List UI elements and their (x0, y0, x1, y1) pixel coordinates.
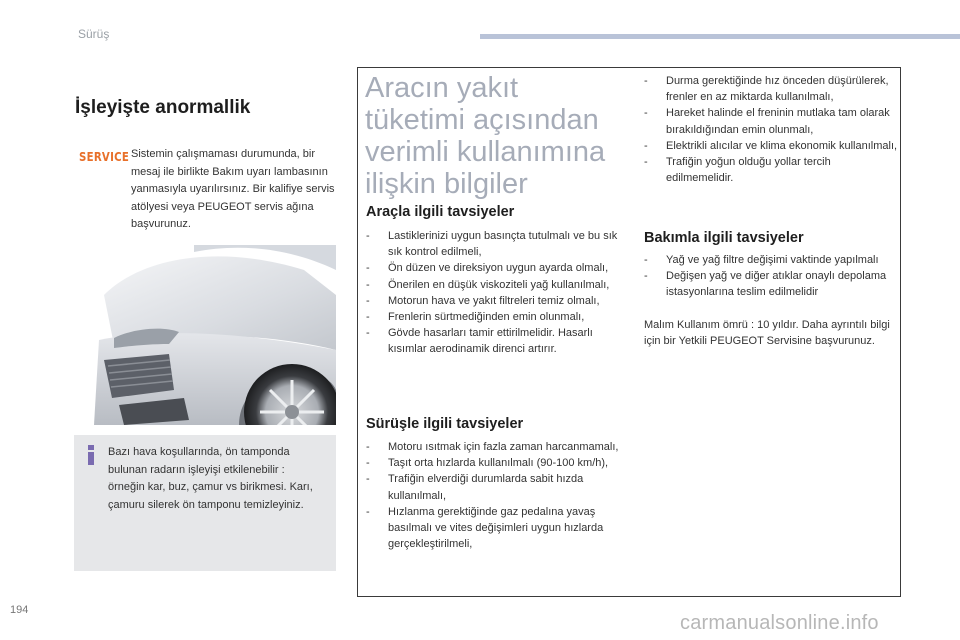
section-header: Sürüş (78, 27, 110, 41)
service-warning-icon: SERVICE (79, 150, 130, 164)
page-number: 194 (10, 604, 29, 616)
car-front-icon (74, 240, 336, 425)
list-item: - Gövde hasarları tamir ettirilmelidir. Hasarlı kısımlar aerodinamik direnci artırır. (366, 325, 631, 357)
list-item: - Yağ ve yağ filtre değişimi vaktinde yapılmalı (644, 252, 899, 268)
watermark: carmanualsonline.info (680, 612, 879, 634)
list-item: - Lastiklerinizi uygun basınçta tutulmalı ve bu sık sık kontrol edilmeli, (366, 228, 631, 260)
header-bar (480, 34, 960, 39)
list-item: - Hareket halinde el freninin mutlaka tam olarak bırakıldığından emin olunmalı, (644, 105, 899, 137)
list-item: - Taşıt orta hızlarda kullanılmalı (90-100 km/h), (366, 455, 631, 471)
info-note-text: Bazı hava koşullarında, ön tamponda bulunan radarın işleyişi etkilenebilir : örneğin kar, buz, çamur vs birikmesi. Karı, çamuru silerek ön tamponu temizleyiniz. (108, 446, 313, 511)
list-item: - Trafiğin elverdiği durumlarda sabit hızda kullanılmalı, (366, 471, 631, 503)
vehicle-advice-heading: Araçla ilgili tavsiyeler (366, 204, 515, 220)
list-item: - Değişen yağ ve diğer atıklar onaylı depolama istasyonlarına teslim edilmelidir (644, 268, 899, 300)
section-title: İşleyişte anormallik (75, 97, 251, 118)
maintenance-advice-heading: Bakımla ilgili tavsiyeler (644, 230, 804, 246)
list-item: - Elektrikli alıcılar ve klima ekonomik kullanılmalı, (644, 138, 899, 154)
vehicle-advice-list (366, 228, 631, 358)
list-item: - Motorun hava ve yakıt filtreleri temiz olmalı, (366, 293, 631, 309)
driving-advice-heading: Sürüşle ilgili tavsiyeler (366, 416, 524, 432)
list-item: - Frenlerin sürtmediğinden emin olunmalı, (366, 309, 631, 325)
maintenance-advice-list (644, 252, 899, 301)
car-front-illustration (74, 240, 336, 425)
list-item: - Önerilen en düşük viskoziteli yağ kullanılmalı, (366, 277, 631, 293)
info-icon (86, 445, 96, 465)
list-item: - Motoru ısıtmak için fazla zaman harcanmamalı, (366, 439, 631, 455)
list-item: - Ön düzen ve direksiyon uygun ayarda olmalı, (366, 260, 631, 276)
list-item: - Durma gerektiğinde hız önceden düşürülerek, frenler en az miktarda kullanılmalı, (644, 73, 899, 105)
list-item: - Trafiğin yoğun olduğu yollar tercih edilmemelidir. (644, 154, 899, 186)
fuel-efficiency-title: Aracın yakıt tüketimi açısından verimli kullanımına ilişkin bilgiler (365, 72, 606, 200)
driving-advice-list (366, 439, 631, 552)
list-item: - Hızlanma gerektiğinde gaz pedalına yavaş basılmalı ve vites değişimleri uygun hızlarda gerçekleştirilmeli, (366, 504, 631, 553)
service-description: Sistemin çalışmaması durumunda, bir mesaj ile birlikte Bakım uyarı lambasının yanmasıyla uyarılırsınız. Bir kalifiye servis atölyesi veya PEUGEOT servis ağına başvurunuz. (131, 148, 335, 230)
maintenance-note: Malım Kullanım ömrü : 10 yıldır. Daha ayrıntılı bilgi için bir Yetkili PEUGEOT Servisine başvurunuz. (644, 319, 890, 348)
driving-advice-list-continued (644, 73, 899, 186)
